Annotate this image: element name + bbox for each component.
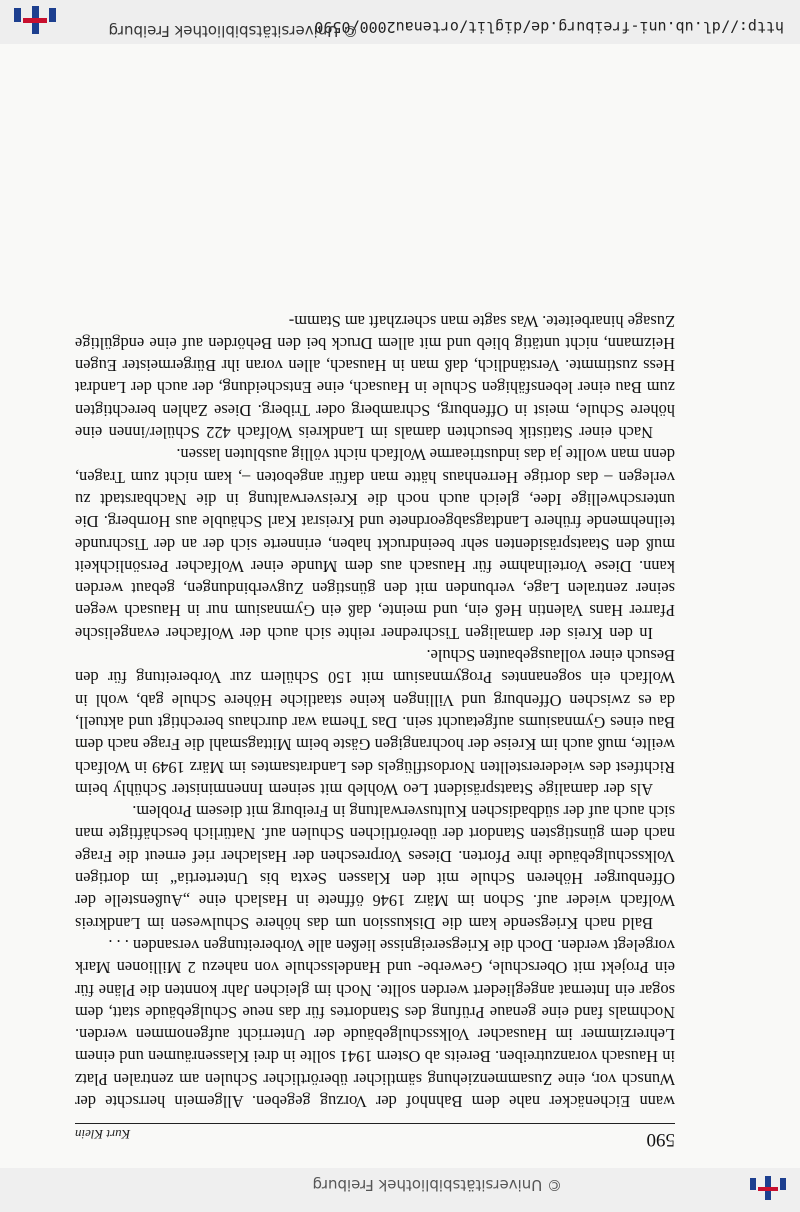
paragraph: Bald nach Kriegsende kam die Diskussion um das höhere Schulwesen im Landkreis Wolfach wieder auf. Schon im März 1946 öffnete in Haslach eine „Außenstelle der Offenburger Höheren Schule mit den Klassen Sexta bis Untertertia“ im dortigen Volksschulgebäude ihre Pforten. Dieses Vorpreschen der Haslacher rief erneut die Frage nach dem günstigsten Standort der überörtlichen Schulen auf. Natürlich beschäftigte man sich auch auf der südbadischen Kultusverwaltung in Freiburg mit diesem Problem.: [75, 802, 675, 933]
paragraph: wann Eichenäcker nahe dem Bahnhof der Vorzug gegeben. Allgemein herrschte der Wunsch vor, eine Zusammenziehung sämtlicher überörtlicher Schulen am zentralen Platz in Hausach voranzutreiben. Bereits ab Ostern 1941 sollte in drei Klassenräumen und einem Lehrerzimmer im Hausacher Volksschulgebäude der Unterricht aufgenommen werden. Nochmals fand eine genaue Prüfung des Standortes für das neue Schulgebäude statt, dem sogar ein Internat angegliedert werden sollte. Noch im gleichen Jahr konnten die Pläne für ein Projekt mit Oberschule, Gewerbe- und Handelsschule von nahezu 2 Millionen Mark vorgelegt werden. Doch die Kriegsereignisse ließen alle Vorbereitungen versanden . . .: [75, 935, 675, 1111]
ub-freiburg-logo-icon: [12, 2, 58, 38]
paragraph: In den Kreis der damaligen Tischredner reihte sich auch der Wolfacher evangelische Pfarrer Hans Valentin Heß ein, und meinte, daß ein Gymnasium nur in Hausach wegen seiner zentralen Lage, verbunden mit den günstigen Zugverbindungen, gebaut werden kann. Diese Vorteilnahme für Hausach aus dem Munde einer Wolfacher Persönlichkeit muß den Staatspräsidenten sehr beeindruckt haben, erinnerte sich der an der Tischrunde teilnehmende frühere Landtagsabgeordnete und Kreisrat Karl Schäuble aus Hornberg. Die unterschwellige Idee, gleich auch noch die Kreisverwaltung in die Nachbarstadt zu verlegen – das dortige Herrenhaus hätte man dafür angeboten –, kam nicht zum Tragen, denn man wollte ja das industriearme Wolfach nicht völlig ausbluten lassen.: [75, 445, 675, 643]
body-text: [75, 309, 675, 1112]
library-logo-icon: [748, 1174, 788, 1204]
page-number: 590: [646, 1129, 675, 1150]
bottom-strip: [0, 0, 800, 44]
top-strip: [0, 1168, 800, 1212]
paragraph: Nach einer Statistik besuchten damals im Landkreis Wolfach 422 Schüler/innen eine höhere Schule, meist in Offenburg, Schramberg oder Triberg. Diese Zahlen berechtigten zum Bau einer lebensfähigen Schule in Hausach, eine Entscheidung, der auch der Landrat Hess zustimmte. Verständlich, daß man in Hausach, allen voran ihr Bürgermeister Eugen Heizmann, nicht untätig blieb und mit allem Druck bei den Behörden auf eine endgültige Zusage hinarbeitete. Was sagte man scherzhaft am Stamm-: [75, 311, 675, 443]
paragraph: Als der damalige Staatspräsident Leo Wohleb mit seinem Innenminister Schühly beim Richtfest des wiedererstellten Nordostflügels des Landratsamtes im März 1949 in Wolfach weilte, muß auch im Kreise der hochrangigen Gäste beim Mittagsmahl die Frage nach dem Bau eines Gymnasiums aufgetaucht sein. Das Thema war durchaus berechtigt und aktuell, da es zwischen Offenburg und Villingen keine staatliche Höhere Schule gab, wohl in Wolfach ein sogenanntes Progymnasium mit 150 Schülern zur Vorbereitung für den Besuch einer vollausgebauten Schule.: [75, 646, 675, 799]
bottom-credit: © Universitätsbibliothek Freiburg: [108, 22, 358, 40]
header-rule: [75, 1123, 675, 1124]
source-url[interactable]: http://dl.ub.uni-freiburg.de/diglit/ortenau2000/0590: [314, 18, 784, 36]
top-credit: © Universitätsbibliothek Freiburg: [312, 1176, 562, 1194]
running-author: Kurt Klein: [75, 1127, 131, 1142]
